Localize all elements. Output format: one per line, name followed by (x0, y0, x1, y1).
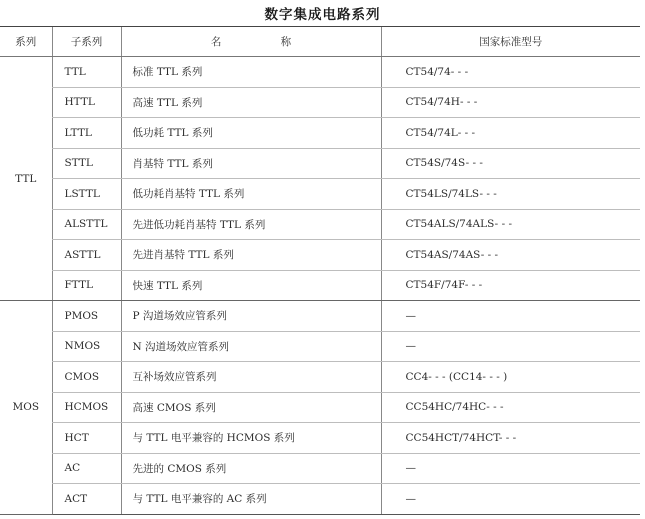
table-row (0, 118, 640, 149)
standard-cell: CT54ALS/74ALS- - - (381, 209, 640, 240)
name-cell: 标准 TTL 系列 (121, 57, 381, 88)
name-cell: 与 TTL 电平兼容的 AC 系列 (121, 484, 381, 515)
name-cell: 低功耗 TTL 系列 (121, 118, 381, 149)
subseries-cell: CMOS (52, 362, 121, 393)
standard-cell: — (381, 301, 640, 332)
name-cell: 互补场效应管系列 (121, 362, 381, 393)
subseries-cell: HTTL (52, 87, 121, 118)
family-cell-mos: MOS (0, 301, 52, 515)
table-row (0, 331, 640, 362)
table-body (0, 57, 640, 515)
table-row (0, 209, 640, 240)
table-row (0, 240, 640, 271)
name-cell: 先进的 CMOS 系列 (121, 453, 381, 484)
standard-cell: — (381, 484, 640, 515)
table-row (0, 148, 640, 179)
name-cell: 低功耗肖基特 TTL 系列 (121, 179, 381, 210)
name-cell: N 沟道场效应管系列 (121, 331, 381, 362)
name-cell: 与 TTL 电平兼容的 HCMOS 系列 (121, 423, 381, 454)
header-subseries: 子系列 (52, 27, 121, 57)
standard-cell: CC54HC/74HC- - - (381, 392, 640, 423)
standard-cell: CC54HCT/74HCT- - - (381, 423, 640, 454)
subseries-cell: ALSTTL (52, 209, 121, 240)
subseries-cell: NMOS (52, 331, 121, 362)
table-row (0, 179, 640, 210)
header-standard: 国家标准型号 (381, 27, 640, 57)
subseries-cell: LSTTL (52, 179, 121, 210)
header-name: 名 称 (121, 27, 381, 57)
table-row (0, 392, 640, 423)
name-cell: 快速 TTL 系列 (121, 270, 381, 301)
header-family: 系列 (0, 27, 52, 57)
family-cell-ttl: TTL (0, 57, 52, 301)
table-title: 数字集成电路系列 (264, 7, 381, 23)
name-cell: P 沟道场效应管系列 (121, 301, 381, 332)
table-row (0, 301, 640, 332)
ic-series-table (0, 26, 640, 515)
name-cell: 先进低功耗肖基特 TTL 系列 (121, 209, 381, 240)
subseries-cell: ACT (52, 484, 121, 515)
table-row (0, 362, 640, 393)
table-row (0, 453, 640, 484)
standard-cell: — (381, 453, 640, 484)
standard-cell: CT54AS/74AS- - - (381, 240, 640, 271)
name-cell: 肖基特 TTL 系列 (121, 148, 381, 179)
table-row (0, 484, 640, 515)
table-row (0, 87, 640, 118)
standard-cell: CT54/74- - - (381, 57, 640, 88)
subseries-cell: LTTL (52, 118, 121, 149)
table-row (0, 270, 640, 301)
table-row (0, 57, 640, 88)
subseries-cell: HCT (52, 423, 121, 454)
subseries-cell: STTL (52, 148, 121, 179)
subseries-cell: FTTL (52, 270, 121, 301)
standard-cell: CT54S/74S- - - (381, 148, 640, 179)
standard-cell: CT54/74H- - - (381, 87, 640, 118)
subseries-cell: ASTTL (52, 240, 121, 271)
header-row (0, 27, 640, 57)
subseries-cell: AC (52, 453, 121, 484)
table-row (0, 423, 640, 454)
name-cell: 先进肖基特 TTL 系列 (121, 240, 381, 271)
subseries-cell: HCMOS (52, 392, 121, 423)
standard-cell: CC4- - - (CC14- - - ) (381, 362, 640, 393)
standard-cell: CT54/74L- - - (381, 118, 640, 149)
standard-cell: CT54F/74F- - - (381, 270, 640, 301)
subseries-cell: TTL (52, 57, 121, 88)
name-cell: 高速 TTL 系列 (121, 87, 381, 118)
standard-cell: — (381, 331, 640, 362)
name-cell: 高速 CMOS 系列 (121, 392, 381, 423)
subseries-cell: PMOS (52, 301, 121, 332)
standard-cell: CT54LS/74LS- - - (381, 179, 640, 210)
